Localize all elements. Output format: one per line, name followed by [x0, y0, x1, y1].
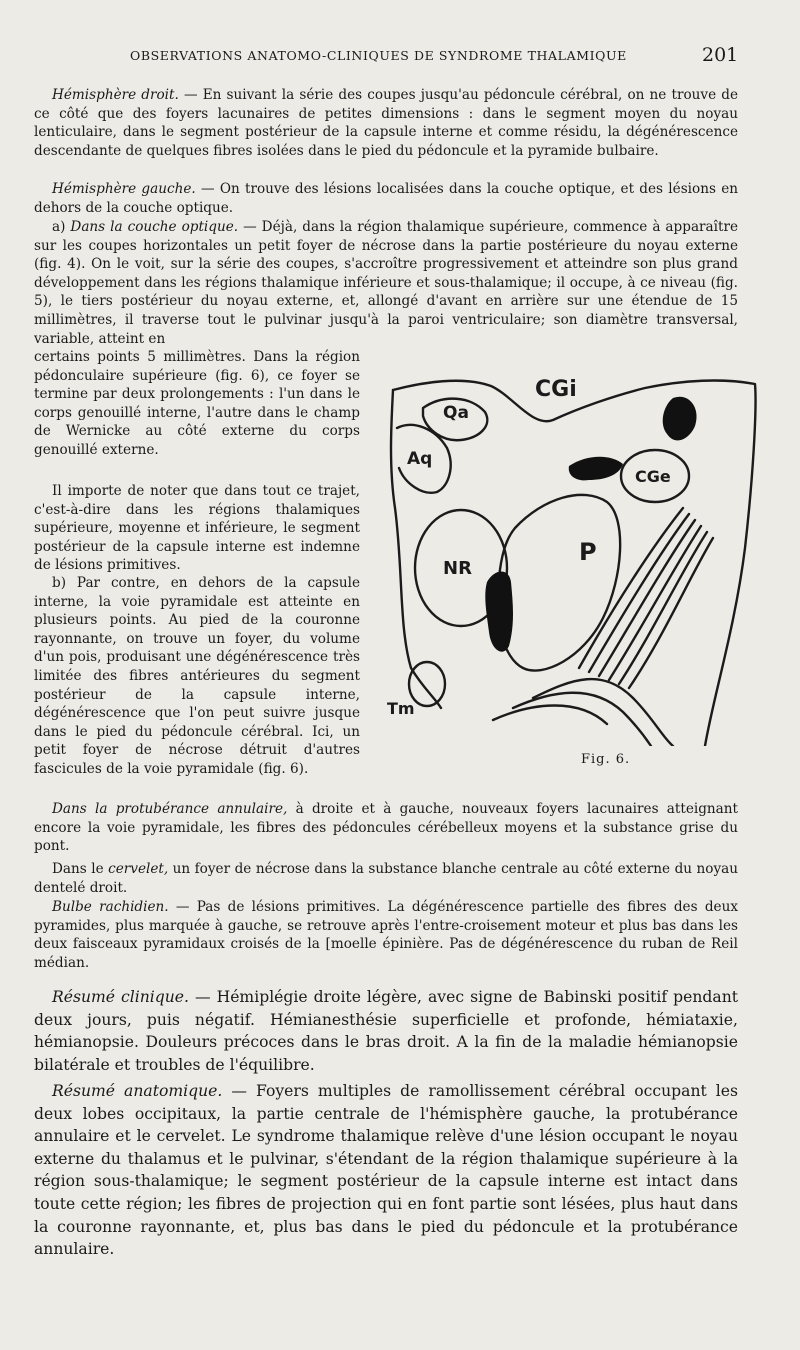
paragraph-region-pedonculaire [34, 348, 360, 460]
fiber-line [609, 526, 701, 680]
paragraph-text: Il importe de noter que dans tout ce trajet, c'est-à-dire dans les régions thalamiques supérieure, moyenne et inférieure, le segment postérieur de la capsule interne est indemne de lésions primitives. [34, 483, 360, 574]
paragraph-lead: cervelet, [108, 861, 169, 877]
paragraph-bulbe [34, 898, 738, 972]
paragraph-capsule-indemne [34, 482, 360, 575]
page-number: 201 [702, 44, 739, 66]
paragraph-text: — Déjà, dans la région thalamique supérieure, commence à apparaître sur les coupes horizontales un petit foyer de nécrose dans la partie postérieure du noyau externe (fig. 4). On le voit, sur la série des coupes, s'accroître progressivement et atteindre son plus grand développement dans les régions thalamique inférieure et sous-thalamique; il occupe, à ce niveau (fig. 5), le tiers postérieur du noyau externe, et, allongé d'avant en arrière sur une étendue de 15 millimètres, il traverse tout le pulvinar jusqu'à la paroi ventriculaire; son diamètre transversal, variable, atteint en [34, 219, 738, 347]
paragraph-lead: Dans la couche optique. [70, 219, 239, 235]
label-qa: Qa [443, 403, 469, 423]
brain-section-drawing [383, 368, 759, 746]
paragraph-protuberance [34, 800, 738, 856]
paragraph-text: certains points 5 millimètres. Dans la région pédonculaire supérieure (fig. 6), ce foyer se termine par deux prolongements : l'un dans le corps genouillé interne, l'autre dans le champ de Wernicke au côté externe du corps genouillé externe. [34, 349, 360, 458]
paragraph-lead: Bulbe rachidien. [52, 899, 169, 915]
figure-caption: Fig. 6. [581, 752, 631, 767]
outline-left [391, 390, 441, 708]
label-cgi: CGi [535, 377, 577, 402]
paragraph-text: — Hémiplégie droite légère, avec signe de Babinski positif pendant deux jours, puis négatif. Hémianesthésie superficielle et profonde, hémiataxie, hémianopsie. Douleurs précoces dans le bras droit. A la fin de la maladie hémianopsie bilatérale et troubles de l'équilibre. [34, 988, 738, 1074]
p-region [497, 495, 620, 671]
fiber-line [513, 693, 651, 746]
label-tm: Tm [387, 699, 415, 718]
paragraph-lead: Hémisphère gauche. [52, 181, 196, 197]
paragraph-text: — En suivant la série des coupes jusqu'au pédoncule cérébral, on ne trouve de ce côté que des foyers lacunaires de petites dimensions : dans le segment moyen du noyau lenticulaire, dans le segment postérieur de la capsule interne et comme résidu, la dégénérescence descendante de quelques fibres isolées dans le pied du pédoncule et la pyramide bulbaire. [34, 87, 739, 159]
paragraph-text: Par contre, en dehors de la capsule interne, la voie pyramidale est atteinte en plusieurs points. Au pied de la couronne rayonnante, on trouve un foyer, du volume d'un pois, produisant une dégénérescence très limitée des fibres antérieures du segment postérieur de la capsule interne, dégénérescence que l'on peut suivre jusque dans le pied du pédoncule cérébral. Ici, un petit foyer de nécrose détruit d'autres fascicules de la voie pyramidale (fig. 6). [34, 575, 360, 777]
paragraph-lead: Résumé clinique. [52, 988, 189, 1006]
lesion-area [485, 572, 513, 652]
running-title: OBSERVATIONS ANATOMO-CLINIQUES DE SYNDROME THALAMIQUE [130, 48, 627, 63]
paragraph-text: — Pas de lésions primitives. La dégénérescence partielle des fibres des deux pyramides, plus marquée à gauche, se retrouve après l'entre-croisement moteur et plus bas dans les deux faisceaux pyramidaux croisés de la [moelle épinière. Pas de dégénérescence du ruban de Reil médian. [34, 899, 738, 971]
paragraph-resume-anatomique [34, 1080, 738, 1261]
lesion-area [663, 397, 697, 441]
paragraph-prefix: a) [52, 219, 71, 235]
fiber-line [589, 514, 689, 672]
paragraph-prefix: Dans le [52, 861, 109, 877]
paragraph-couche-optique [34, 218, 738, 348]
paragraph-hemisphere-gauche [34, 180, 738, 217]
fiber-line [533, 679, 673, 746]
paragraph-hemisphere-droit [34, 86, 738, 160]
figure-6 [383, 368, 759, 746]
paragraph-lead: Résumé anatomique. [52, 1082, 223, 1100]
fiber-line [629, 538, 713, 688]
paragraph-lead: Hémisphère droit. [52, 87, 179, 103]
label-cge: CGe [635, 467, 671, 486]
paragraph-resume-clinique [34, 986, 738, 1076]
running-header [0, 44, 800, 68]
paragraph-text: — Foyers multiples de ramollissement cérébral occupant les deux lobes occipitaux, la partie centrale de l'hémisphère gauche, la protubérance annulaire et le cervelet. Le syndrome thalamique relève d'une lésion occupant le noyau externe du thalamus et le pulvinar, s'étendant de la région thalamique supérieure à la région sous-thalamique; le segment postérieur de la capsule interne est intact dans toute cette région; les fibres de projection qui en font partie sont lésées, plus haut dans la couronne rayonnante, et, plus bas dans le pied du pédoncule et la protubérance annulaire. [34, 1082, 739, 1259]
label-p: P [579, 538, 597, 566]
paragraph-prefix: b) [52, 575, 77, 591]
fiber-line [493, 706, 607, 725]
lesion-area [569, 457, 623, 481]
paragraph-text: à droite et à gauche, nouveaux foyers lacunaires atteignant encore la voie pyramidale, les fibres des pédoncules cérébelleux moyens et la substance grise du pont. [34, 801, 739, 855]
paragraph-text: un foyer de nécrose dans la substance blanche centrale au côté externe du noyau dentelé droit. [34, 861, 738, 896]
fiber-line [619, 532, 707, 684]
paragraph-text: — On trouve des lésions localisées dans la couche optique, et des lésions en dehors de la couche optique. [34, 181, 738, 216]
label-nr: NR [443, 558, 472, 579]
paragraph-cervelet [34, 860, 738, 897]
paragraph-lead: Dans la protubérance annulaire, [52, 801, 288, 817]
label-aq: Aq [407, 449, 433, 469]
paragraph-voie-pyramidale [34, 574, 360, 779]
